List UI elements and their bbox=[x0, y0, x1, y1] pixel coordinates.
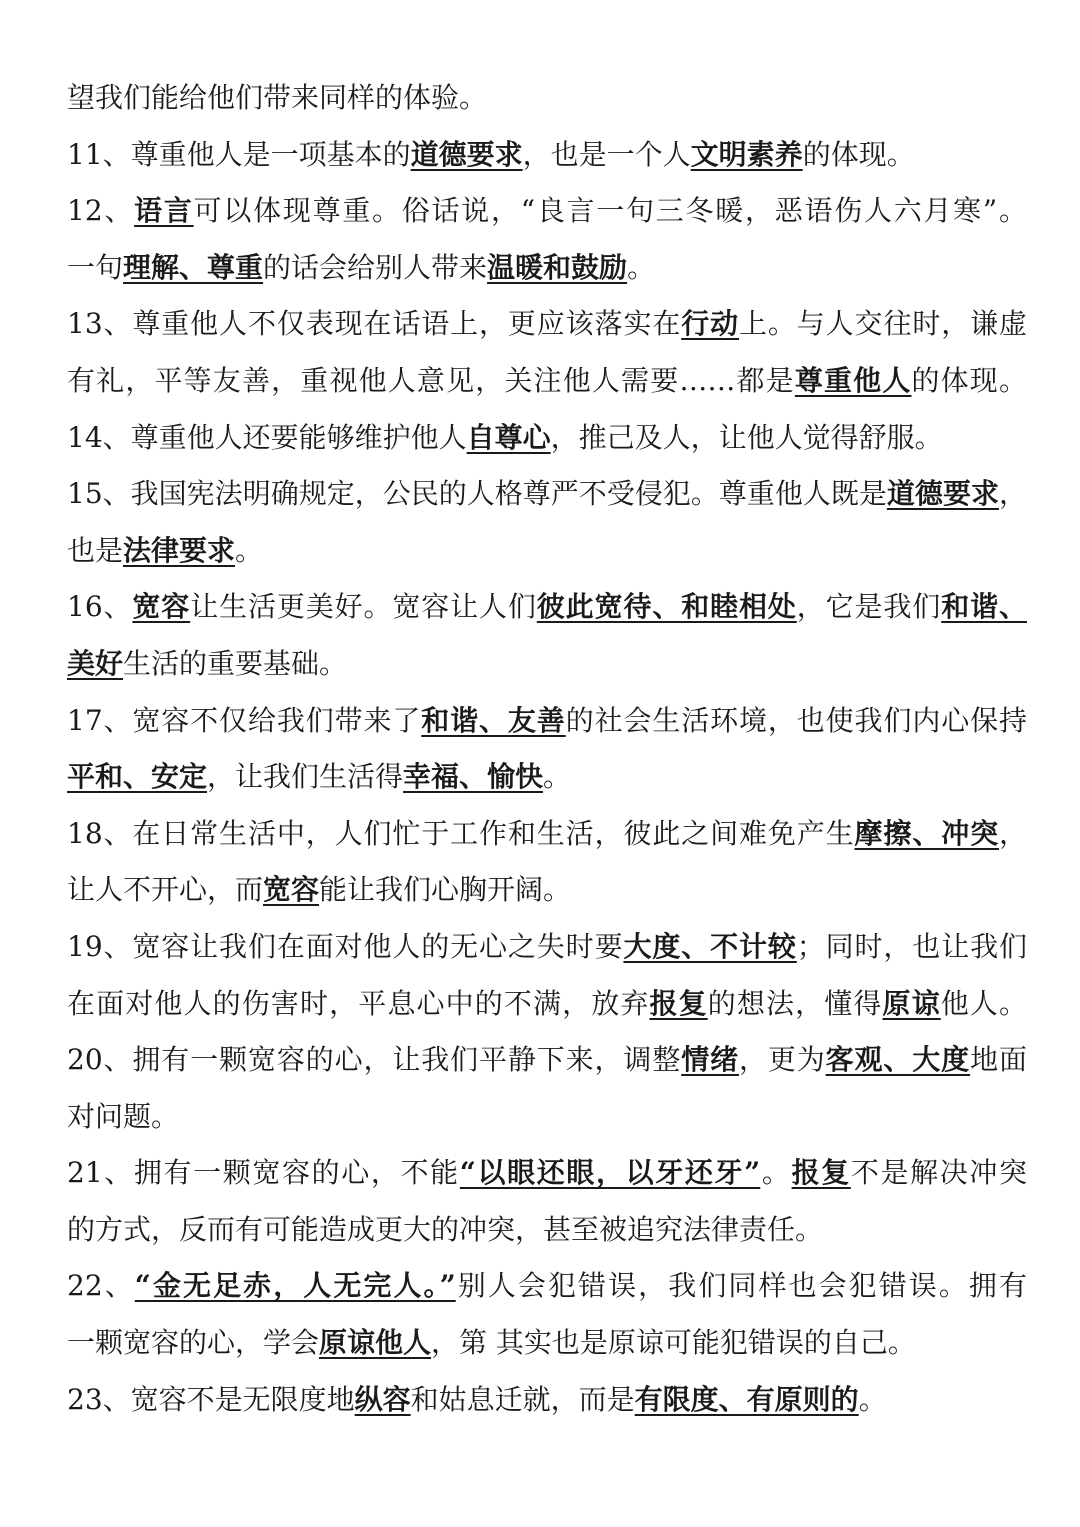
underlined-keyword: 有限度、有原则的 bbox=[634, 1382, 859, 1416]
text-segment: 22、 bbox=[67, 1269, 135, 1303]
text-line bbox=[67, 693, 1027, 750]
text-segment: 。 bbox=[627, 250, 656, 284]
text-segment: 12、 bbox=[67, 194, 135, 228]
text-segment: 有礼，平等友善，重视他人意见，关注他人需要……都是 bbox=[67, 363, 795, 397]
underlined-keyword: 平和、安定 bbox=[67, 760, 208, 794]
text-line bbox=[67, 523, 1027, 580]
text-line bbox=[67, 127, 1027, 184]
text-line bbox=[67, 1089, 1027, 1146]
text-segment: 。 bbox=[543, 760, 572, 794]
underlined-keyword: 自尊心 bbox=[466, 420, 551, 454]
text-segment: 地面 bbox=[970, 1043, 1027, 1077]
underlined-keyword: 尊重他人 bbox=[794, 363, 912, 397]
underlined-keyword: “以眼还眼，以牙还牙” bbox=[459, 1156, 761, 1190]
text-segment: 一颗宽容的心，学会 bbox=[67, 1326, 320, 1360]
text-line bbox=[67, 1258, 1027, 1315]
underlined-keyword: 报复 bbox=[791, 1156, 851, 1190]
underlined-keyword: 理解、尊重 bbox=[123, 250, 264, 284]
text-segment: 能让我们心胸开阔。 bbox=[319, 873, 572, 907]
text-segment: 。 bbox=[760, 1156, 792, 1190]
text-segment: 在面对他人的伤害时，平息心中的不满，放弃 bbox=[67, 986, 650, 1020]
underlined-keyword: “金无足赤，人无完人。” bbox=[134, 1269, 456, 1303]
text-segment: 也是 bbox=[67, 533, 124, 567]
underlined-keyword: 彼此宽待、和睦相处 bbox=[536, 590, 797, 624]
text-segment: 的话会给别人带来 bbox=[263, 250, 488, 284]
text-segment: 的体现。 bbox=[802, 137, 915, 171]
underlined-keyword: 道德要求 bbox=[410, 137, 523, 171]
text-segment: 的社会生活环境，也使我们内心保持 bbox=[565, 703, 1027, 737]
text-segment: 21、拥有一颗宽容的心，不能 bbox=[67, 1156, 460, 1190]
text-segment: 11、尊重他人是一项基本的 bbox=[67, 137, 411, 171]
text-segment: 18、在日常生活中，人们忙于工作和生活，彼此之间难免产生 bbox=[67, 816, 855, 850]
underlined-keyword: 大度、不计较 bbox=[623, 929, 797, 963]
text-segment: ， bbox=[998, 816, 1027, 850]
text-segment: 望我们能给他们带来同样的体验。 bbox=[67, 81, 488, 114]
text-segment: 不是解决冲突 bbox=[850, 1156, 1027, 1190]
text-line bbox=[67, 636, 1027, 693]
text-line bbox=[67, 240, 1027, 297]
text-line bbox=[67, 976, 1027, 1033]
text-line bbox=[67, 1145, 1027, 1202]
document-body bbox=[67, 70, 1027, 1428]
text-line bbox=[67, 1372, 1027, 1429]
text-line bbox=[67, 919, 1027, 976]
text-segment: 23、宽容不是无限度地 bbox=[67, 1382, 355, 1416]
text-segment: ， bbox=[998, 477, 1027, 511]
text-segment: 20、拥有一颗宽容的心，让我们平静下来，调整 bbox=[67, 1043, 682, 1077]
text-segment: 的方式，反而有可能造成更大的冲突，甚至被追究法律责任。 bbox=[67, 1212, 824, 1246]
text-line bbox=[67, 296, 1027, 353]
underlined-keyword: 文明素养 bbox=[690, 137, 803, 171]
text-segment: 17、宽容不仅给我们带来了 bbox=[67, 703, 422, 737]
text-segment: 14、尊重他人还要能够维护他人 bbox=[67, 420, 467, 454]
underlined-keyword: 原谅 bbox=[882, 986, 941, 1020]
underlined-keyword: 幸福、愉快 bbox=[403, 760, 544, 794]
text-segment: 13、尊重他人不仅表现在话语上，更应该落实在 bbox=[67, 307, 682, 341]
text-line bbox=[67, 806, 1027, 863]
underlined-keyword: 和谐、友善 bbox=[421, 703, 566, 737]
text-line bbox=[67, 1315, 1027, 1372]
underlined-keyword: 原谅他人 bbox=[319, 1326, 432, 1360]
text-line bbox=[67, 353, 1027, 410]
text-segment: ；同时，也让我们 bbox=[796, 929, 1027, 963]
text-line bbox=[67, 183, 1027, 240]
text-segment: ，第 其实也是原谅可能犯错误的自己。 bbox=[431, 1326, 916, 1360]
text-segment: 可以体现尊重。俗话说，“良言一句三冬暖，恶语伤人六月寒”。 bbox=[193, 194, 1027, 228]
underlined-keyword: 法律要求 bbox=[123, 533, 236, 567]
underlined-keyword: 宽容 bbox=[132, 590, 191, 624]
text-segment: 15、我国宪法明确规定，公民的人格尊严不受侵犯。尊重他人既是 bbox=[67, 477, 887, 511]
text-line bbox=[67, 1032, 1027, 1089]
text-segment: 和姑息迁就，而是 bbox=[410, 1382, 635, 1416]
text-segment: ，它是我们 bbox=[796, 590, 942, 624]
underlined-keyword: 报复 bbox=[649, 986, 708, 1020]
text-segment: 的想法，懂得 bbox=[707, 986, 883, 1020]
text-segment: 。 bbox=[235, 533, 264, 567]
text-segment: 让人不开心，而 bbox=[67, 873, 264, 907]
text-segment: 的体现。 bbox=[911, 363, 1027, 397]
text-segment: 让生活更美好。宽容让人们 bbox=[190, 590, 537, 624]
underlined-keyword: 情绪 bbox=[681, 1043, 739, 1077]
text-segment: 19、宽容让我们在面对他人的无心之失时要 bbox=[67, 929, 624, 963]
underlined-keyword: 宽容 bbox=[263, 873, 320, 907]
text-segment: ，推己及人，让他人觉得舒服。 bbox=[550, 420, 943, 454]
underlined-keyword: 和谐、 bbox=[941, 590, 1027, 624]
text-line bbox=[67, 862, 1027, 919]
text-segment: ，让我们生活得 bbox=[207, 760, 404, 794]
text-line bbox=[67, 410, 1027, 467]
underlined-keyword: 语言 bbox=[134, 194, 194, 228]
text-line bbox=[67, 749, 1027, 806]
text-segment: ，也是一个人 bbox=[522, 137, 691, 171]
underlined-keyword: 温暖和鼓励 bbox=[487, 250, 628, 284]
underlined-keyword: 道德要求 bbox=[886, 477, 999, 511]
text-segment: 上。与人交往时，谦虚 bbox=[739, 307, 1027, 341]
text-line bbox=[67, 70, 1027, 127]
text-segment: 一句 bbox=[67, 250, 124, 284]
underlined-keyword: 行动 bbox=[681, 307, 740, 341]
text-line bbox=[67, 466, 1027, 523]
text-segment: ，更为 bbox=[738, 1043, 826, 1077]
text-segment: 。 bbox=[858, 1382, 887, 1416]
text-segment: 16、 bbox=[67, 590, 133, 624]
underlined-keyword: 美好 bbox=[67, 646, 124, 680]
text-segment: 别人会犯错误，我们同样也会犯错误。拥有 bbox=[455, 1269, 1027, 1303]
text-line bbox=[67, 1202, 1027, 1259]
underlined-keyword: 摩擦、冲突 bbox=[854, 816, 999, 850]
text-segment: 他人。 bbox=[940, 986, 1027, 1020]
text-segment: 对问题。 bbox=[67, 1099, 180, 1133]
text-line bbox=[67, 579, 1027, 636]
underlined-keyword: 纵容 bbox=[354, 1382, 411, 1416]
text-segment: 生活的重要基础。 bbox=[123, 646, 348, 680]
underlined-keyword: 客观、大度 bbox=[825, 1043, 971, 1077]
